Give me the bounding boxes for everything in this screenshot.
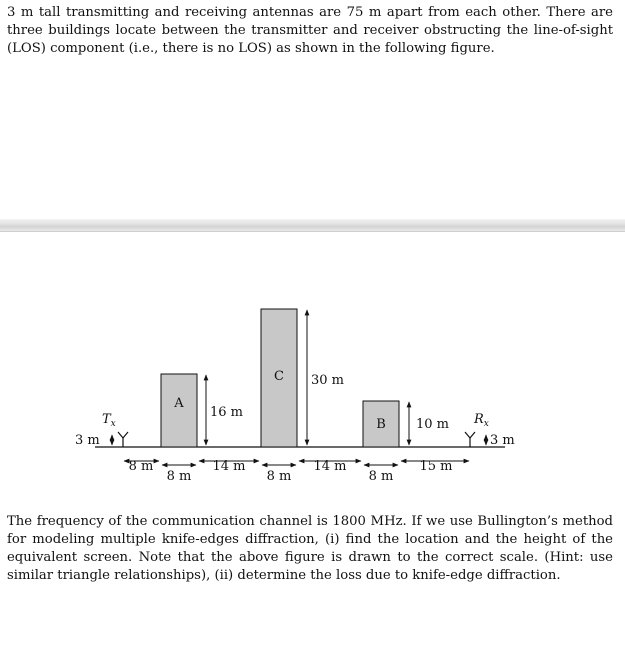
building-c-label: C xyxy=(274,369,284,384)
distance-b-rx-label: 15 m xyxy=(419,459,453,474)
width-a-label: 8 m xyxy=(166,469,192,484)
width-b-label: 8 m xyxy=(368,469,394,484)
height-b-label: 10 m xyxy=(416,417,450,432)
rx-height-label: 3 m xyxy=(490,433,515,448)
rx-label: $R_x$ xyxy=(474,412,489,429)
distance-tx-a-label: 8 m xyxy=(128,459,154,474)
receiver-antenna-icon xyxy=(465,432,475,447)
distance-a-c-label: 14 m xyxy=(212,459,246,474)
tx-label: $T_x$ xyxy=(102,412,116,429)
width-c-label: 8 m xyxy=(266,469,292,484)
building-a-label: A xyxy=(174,396,184,411)
height-a-label: 16 m xyxy=(210,405,244,420)
height-c-label: 30 m xyxy=(311,373,345,388)
building-b-label: B xyxy=(376,417,386,432)
problem-question: The frequency of the communication channel is 1800 MHz. If we use Bullington’s method for modeling multiple knife-edges diffraction, (i) find the location and the height of the equivalent screen. Note that the above figure is drawn to the correct scale. (Hint: use similar triangle relationships), (ii) determine the loss due to knife-edge diffraction. xyxy=(7,514,613,583)
distance-c-b-label: 14 m xyxy=(313,459,347,474)
tx-height-label: 3 m xyxy=(75,433,100,448)
transmitter-antenna-icon xyxy=(118,432,128,447)
antenna-buildings-figure xyxy=(0,232,625,502)
problem-intro: 3 m tall transmitting and receiving antennas are 75 m apart from each other. There are three buildings locate between the transmitter and receiver obstructing the line-of-sight (LOS) component (i.e., there is no LOS) as shown in the following figure. xyxy=(7,5,613,56)
